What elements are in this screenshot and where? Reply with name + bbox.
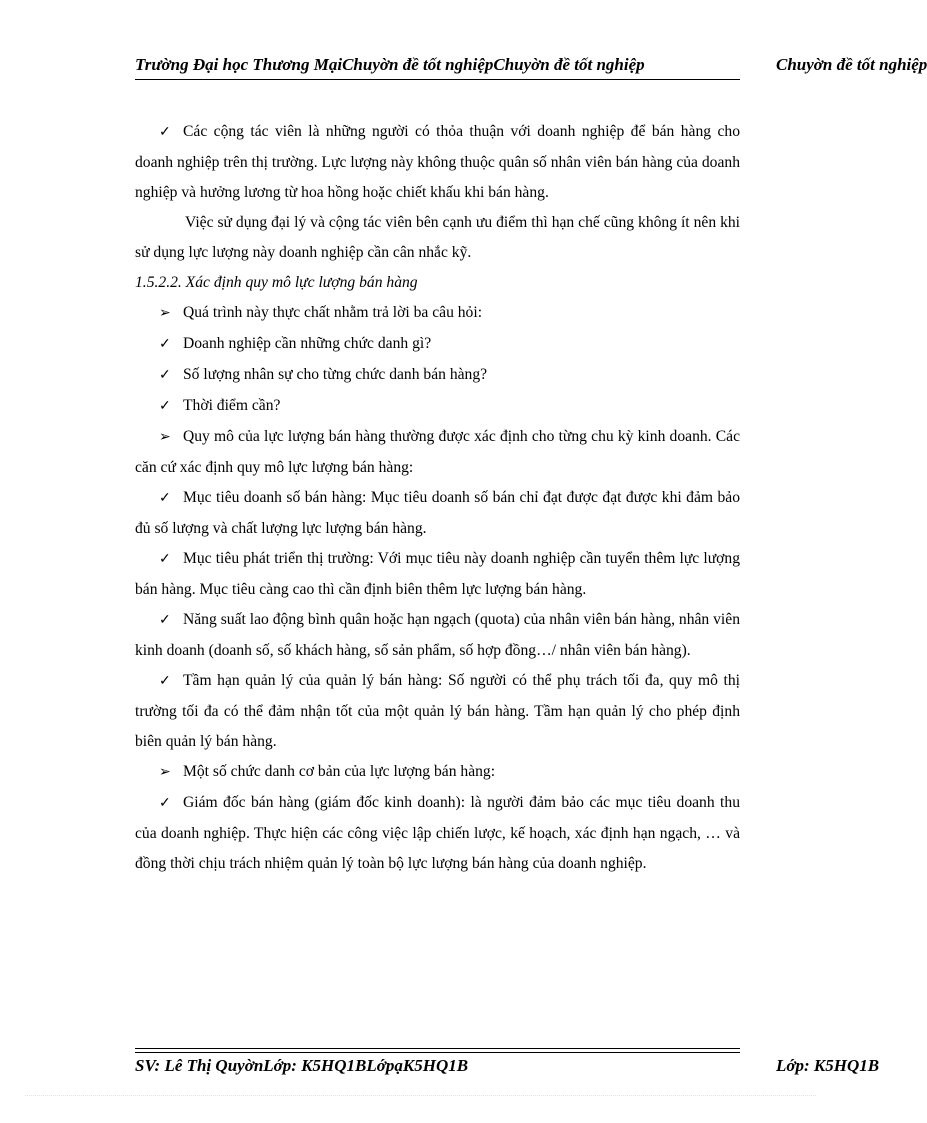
page-header-overflow: Chuyờn đề tốt nghiệp <box>776 55 927 74</box>
checkmark-icon: ✓ <box>159 491 171 506</box>
checkmark-icon: ✓ <box>159 337 171 352</box>
page-bottom-edge <box>25 1095 816 1096</box>
arrow-bullet-icon: ➢ <box>159 765 171 780</box>
footer-rule <box>135 1052 740 1053</box>
paragraph: ✓ Mục tiêu doanh số bán hàng: Mục tiêu doanh số bán chỉ đạt được đạt được khi đảm bảo đủ số lượng và chất lượng lực lượng bán hàng. <box>135 483 740 544</box>
paragraph: ✓ Tầm hạn quản lý của quản lý bán hàng: Số người có thể phụ trách tối đa, quy mô thị trường tối đa có thể đảm nhận tốt của một quản lý bán hàng. Tầm hạn quản lý cho phép định biên quản lý bán hàng. <box>135 666 740 757</box>
paragraph: ✓ Giám đốc bán hàng (giám đốc kinh doanh): là người đảm bảo các mục tiêu doanh thu của doanh nghiệp. Thực hiện các công việc lập chiến lược, kế hoạch, xác định hạn ngạch, … và đồng thời chịu trách nhiệm quản lý toàn bộ lực lượng bán hàng của doanh nghiệp. <box>135 788 740 879</box>
paragraph: ➢ Một số chức danh cơ bản của lực lượng bán hàng: <box>135 757 740 788</box>
page-footer-overflow: Lớp: K5HQ1B <box>776 1056 880 1075</box>
footer-rule <box>135 1048 740 1049</box>
arrow-bullet-icon: ➢ <box>159 430 171 445</box>
paragraph: ✓ Năng suất lao động bình quân hoặc hạn ngạch (quota) của nhân viên bán hàng, nhân viên kinh doanh (doanh số, số khách hàng, số sản phẩm, số hợp đồng…/ nhân viên bán hàng). <box>135 605 740 666</box>
checkmark-icon: ✓ <box>159 552 171 567</box>
paragraph: ✓ Mục tiêu phát triển thị trường: Với mục tiêu này doanh nghiệp cần tuyển thêm lực lượng bán hàng. Mục tiêu càng cao thì cần định biên thêm lực lượng bán hàng. <box>135 544 740 605</box>
document-body <box>135 117 740 879</box>
header-rule <box>135 79 740 80</box>
checkmark-icon: ✓ <box>159 399 171 414</box>
paragraph: ➢ Quá trình này thực chất nhằm trả lời ba câu hỏi: <box>135 298 740 329</box>
page-header-title: Trường Đại học Thương MạiChuyờn đề tốt nghiệpChuyờn đề tốt nghiệp <box>135 55 645 74</box>
paragraph: ✓ Doanh nghiệp cần những chức danh gì? <box>135 329 740 360</box>
paragraph: ➢ Quy mô của lực lượng bán hàng thường được xác định cho từng chu kỳ kinh doanh. Các căn cứ xác định quy mô lực lượng bán hàng: <box>135 422 740 483</box>
paragraph: ✓ Số lượng nhân sự cho từng chức danh bán hàng? <box>135 360 740 391</box>
paragraph: ✓ Các cộng tác viên là những người có thỏa thuận với doanh nghiệp để bán hàng cho doanh nghiệp trên thị trường. Lực lượng này không thuộc quân số nhân viên bán hàng của doanh nghiệp và hưởng lương từ hoa hồng hoặc chiết khấu khi bán hàng. <box>135 117 740 208</box>
section-heading: 1.5.2.2. Xác định quy mô lực lượng bán hàng <box>135 274 418 291</box>
checkmark-icon: ✓ <box>159 125 171 140</box>
checkmark-icon: ✓ <box>159 674 171 689</box>
paragraph: Việc sử dụng đại lý và cộng tác viên bên cạnh ưu điểm thì hạn chế cũng không ít nên khi sử dụng lực lượng này doanh nghiệp cần cân nhắc kỹ. <box>135 214 740 261</box>
checkmark-icon: ✓ <box>159 613 171 628</box>
checkmark-icon: ✓ <box>159 368 171 383</box>
paragraph: ✓ Thời điểm cần? <box>135 391 740 422</box>
checkmark-icon: ✓ <box>159 796 171 811</box>
arrow-bullet-icon: ➢ <box>159 306 171 321</box>
page-footer-text: SV: Lê Thị QuyờnLớp: K5HQ1BLớpạK5HQ1B <box>135 1056 469 1075</box>
